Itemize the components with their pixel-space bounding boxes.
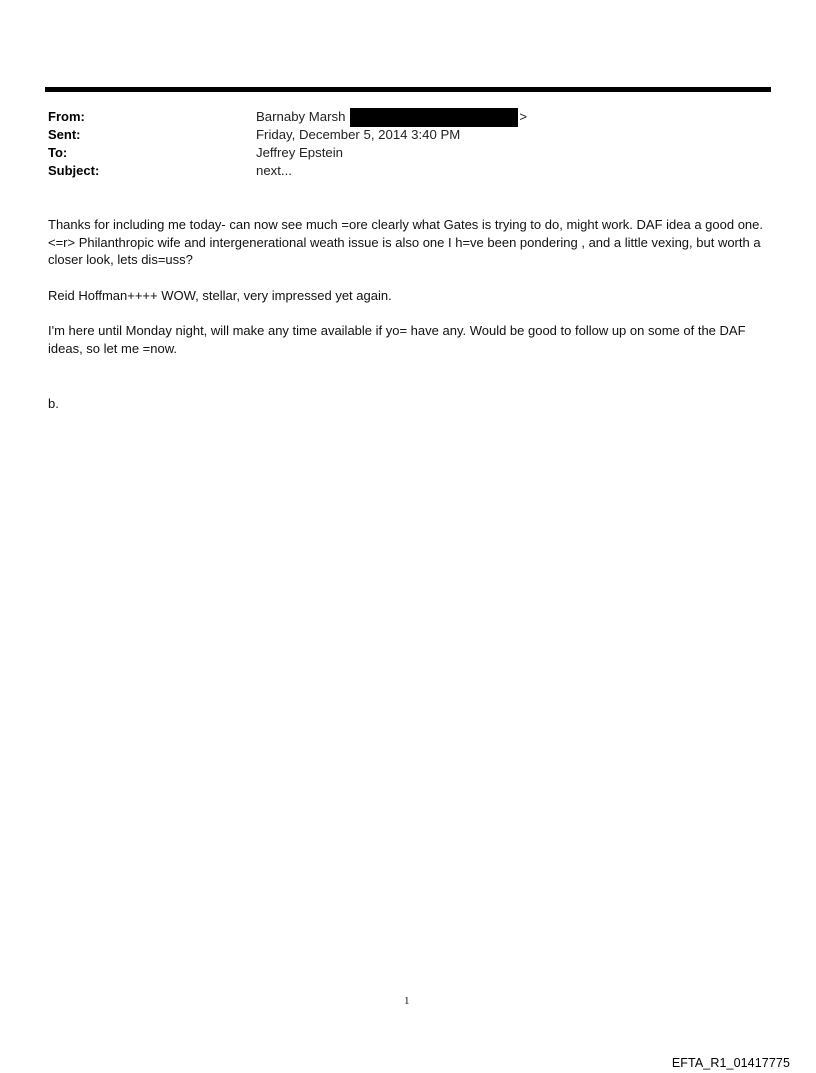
to-value: Jeffrey Epstein xyxy=(256,145,343,160)
document-id: EFTA_R1_01417775 xyxy=(671,1056,790,1070)
from-name: Barnaby Marsh xyxy=(256,109,346,124)
sent-label: Sent: xyxy=(48,127,81,142)
header-divider xyxy=(45,87,771,92)
body-paragraph-1: Thanks for including me today- can now see much =ore clearly what Gates is trying to do, might work. DAF idea a good one. <=r> Philanthropic wife and intergenerational weath issue is also one I h=ve been pondering , and a little vexing, but worth a closer look, lets dis=uss? xyxy=(48,217,763,267)
from-close-bracket: > xyxy=(519,109,528,124)
from-value xyxy=(256,108,527,126)
sent-value: Friday, December 5, 2014 3:40 PM xyxy=(256,127,461,142)
sent-row xyxy=(48,126,768,144)
to-row xyxy=(48,144,768,162)
signature: b. xyxy=(48,396,59,411)
body-paragraph-2: Reid Hoffman++++ WOW, stellar, very impressed yet again. xyxy=(48,287,392,303)
email-header xyxy=(48,108,768,180)
subject-value: next... xyxy=(256,163,292,178)
email-body xyxy=(48,216,770,375)
from-label: From: xyxy=(48,109,85,124)
body-paragraph-3: I'm here until Monday night, will make any time available if yo= have any. Would be good to follow up on some of the DAF ideas, so let me =now. xyxy=(48,323,746,356)
to-label: To: xyxy=(48,145,68,160)
subject-row xyxy=(48,162,768,180)
subject-label: Subject: xyxy=(48,163,100,178)
from-row xyxy=(48,108,768,126)
redaction-block xyxy=(350,108,518,127)
page-number: 1 xyxy=(404,995,410,1007)
